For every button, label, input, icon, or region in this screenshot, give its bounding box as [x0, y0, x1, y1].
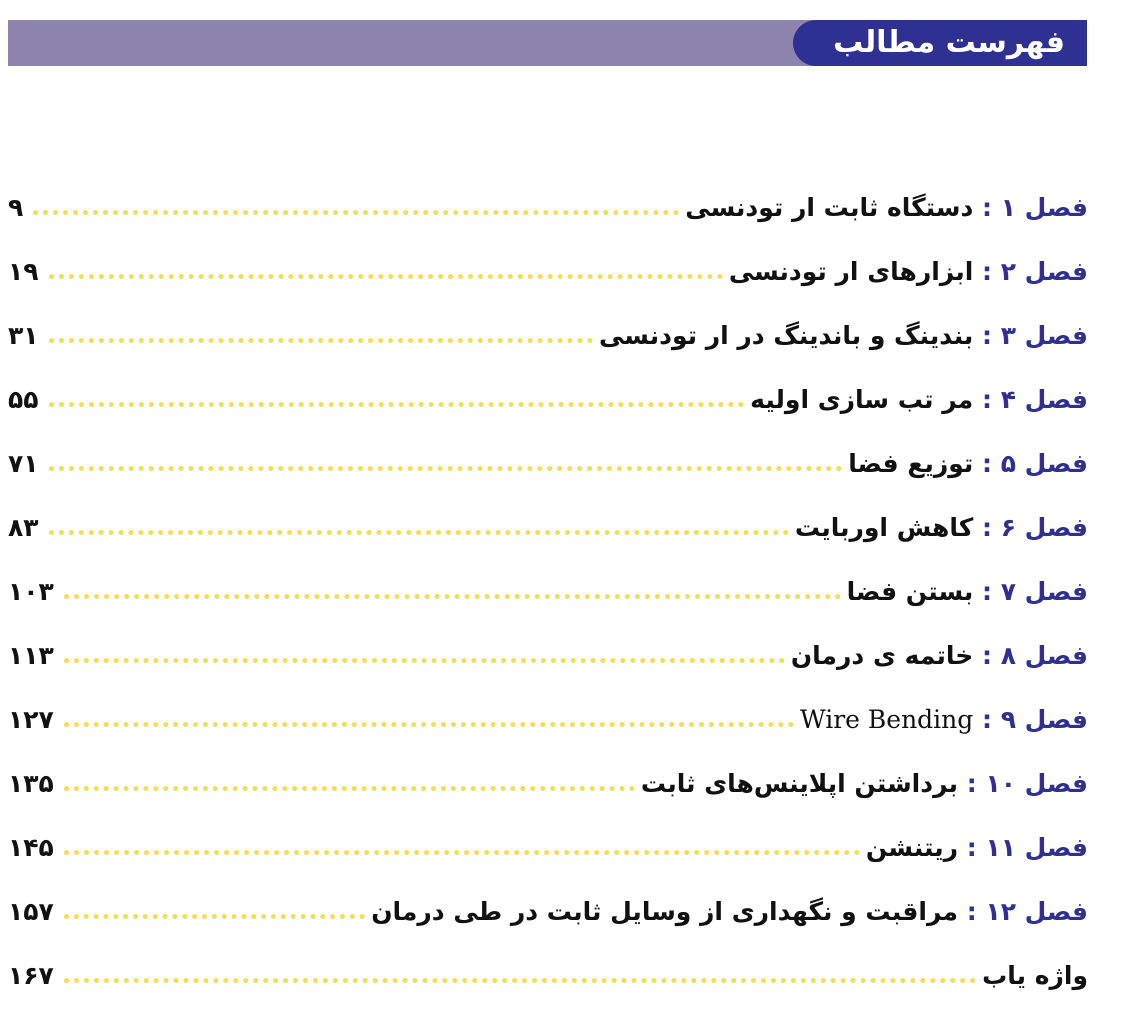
- dot-leader: [64, 978, 976, 983]
- dot-leader: [49, 466, 843, 471]
- chapter-title: مراقبت و نگهداری از وسایل ثابت در طی درمان: [371, 896, 959, 926]
- chapter-label: فصل ۷: [1000, 576, 1088, 606]
- toc-entry: [641, 769, 1088, 798]
- dot-leader: [64, 850, 860, 855]
- toc-row[interactable]: [8, 886, 1088, 936]
- toc-row[interactable]: [8, 182, 1088, 232]
- toc-page-number: ۹: [8, 192, 24, 222]
- header-bar: [8, 20, 1087, 66]
- toc-page-number: ۱۵۷: [8, 896, 54, 926]
- chapter-title: بندینگ و باندینگ در ار تودنسی: [599, 320, 974, 350]
- toc-page-number: ۸۳: [8, 512, 39, 542]
- toc-row[interactable]: [8, 246, 1088, 296]
- toc-row[interactable]: [8, 822, 1088, 872]
- chapter-separator: :: [973, 640, 1001, 670]
- toc-entry: [847, 577, 1088, 606]
- dot-leader: [64, 914, 365, 919]
- toc-page-number: ۱۹: [8, 256, 39, 286]
- chapter-separator: :: [973, 256, 1001, 286]
- chapter-separator: :: [973, 576, 1001, 606]
- chapter-title: ریتنشن: [865, 832, 959, 862]
- toc-row[interactable]: [8, 566, 1088, 616]
- chapter-label: فصل ۴: [1000, 384, 1088, 414]
- chapter-label: فصل ۱۲: [985, 896, 1088, 926]
- toc-page-number: ۳۱: [8, 320, 39, 350]
- chapter-label: فصل ۲: [1000, 256, 1088, 286]
- toc-entry: [729, 257, 1088, 286]
- toc-entry: [866, 833, 1088, 862]
- toc-entry: [750, 385, 1088, 414]
- toc-page-number: ۱۳۵: [8, 768, 54, 798]
- chapter-title: Wire Bending: [799, 704, 974, 734]
- toc-row[interactable]: [8, 502, 1088, 552]
- toc-entry: [848, 449, 1088, 478]
- toc-entry: [795, 513, 1088, 542]
- toc-page-number: ۷۱: [8, 448, 39, 478]
- chapter-title: مر تب سازی اولیه: [750, 384, 974, 414]
- toc-row[interactable]: [8, 630, 1088, 680]
- toc-entry: [371, 897, 1088, 926]
- toc-entry: [791, 641, 1088, 670]
- chapter-separator: :: [973, 320, 1001, 350]
- chapter-title: خاتمه ی درمان: [790, 640, 974, 670]
- toc-entry: [982, 961, 1088, 990]
- dot-leader: [64, 594, 841, 599]
- chapter-label: فصل ۶: [1000, 512, 1088, 542]
- chapter-title: برداشتن اپلاینس‌های ثابت: [640, 768, 959, 798]
- toc-page-number: ۱۱۳: [8, 640, 54, 670]
- chapter-separator: :: [973, 512, 1001, 542]
- chapter-separator: :: [958, 768, 986, 798]
- toc-row[interactable]: [8, 950, 1088, 1000]
- chapter-label: فصل ۱: [1000, 192, 1088, 222]
- chapter-title: دستگاه ثابت ار تودنسی: [685, 192, 974, 222]
- chapter-separator: :: [973, 384, 1001, 414]
- dot-leader: [49, 530, 789, 535]
- chapter-title: بستن فضا: [846, 576, 974, 606]
- index-title: واژه یاب: [982, 960, 1088, 990]
- chapter-separator: :: [973, 448, 1001, 478]
- dot-leader: [49, 274, 723, 279]
- chapter-label: فصل ۵: [1000, 448, 1088, 478]
- chapter-title: کاهش اوربایت: [794, 512, 974, 542]
- chapter-label: فصل ۳: [1000, 320, 1088, 350]
- toc-page-number: ۱۶۷: [8, 960, 54, 990]
- dot-leader: [64, 658, 785, 663]
- dot-leader: [33, 210, 679, 215]
- chapter-separator: :: [973, 704, 1001, 734]
- toc-row[interactable]: [8, 438, 1088, 488]
- dot-leader: [49, 402, 745, 407]
- dot-leader: [64, 786, 635, 791]
- toc-entry: [685, 193, 1088, 222]
- toc-entry: [800, 705, 1088, 734]
- toc-row[interactable]: [8, 374, 1088, 424]
- chapter-label: فصل ۹: [1000, 704, 1088, 734]
- chapter-label: فصل ۸: [1000, 640, 1088, 670]
- toc-page-number: ۱۰۳: [8, 576, 54, 606]
- chapter-label: فصل ۱۰: [985, 768, 1088, 798]
- toc-row[interactable]: [8, 310, 1088, 360]
- toc-entry: [599, 321, 1088, 350]
- chapter-separator: :: [973, 192, 1001, 222]
- chapter-title: توزیع فضا: [848, 448, 974, 478]
- dot-leader: [64, 722, 794, 727]
- chapter-title: ابزارهای ار تودنسی: [728, 256, 974, 286]
- toc-page-number: ۱۴۵: [8, 832, 54, 862]
- dot-leader: [49, 338, 593, 343]
- toc-page-number: ۵۵: [8, 384, 39, 414]
- chapter-label: فصل ۱۱: [985, 832, 1088, 862]
- toc-row[interactable]: [8, 758, 1088, 808]
- chapter-separator: :: [958, 832, 986, 862]
- toc-row[interactable]: [8, 694, 1088, 744]
- chapter-separator: :: [958, 896, 986, 926]
- toc-page-number: ۱۲۷: [8, 704, 54, 734]
- page-title: فهرست مطالب: [793, 20, 1087, 66]
